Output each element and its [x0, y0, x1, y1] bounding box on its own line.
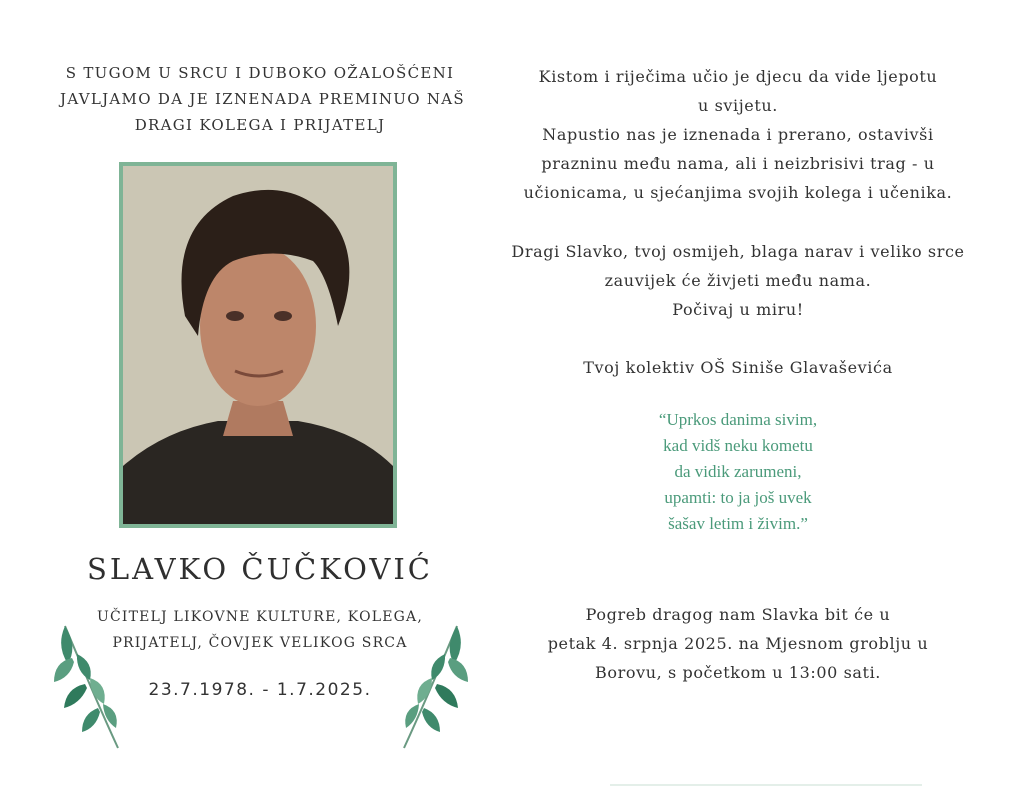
tribute-line: prazninu među nama, ali i neizbrisivi trag - u [541, 154, 935, 173]
poem-line: da vidik zarumeni, [674, 462, 802, 481]
funeral-line: Pogreb dragog nam Slavka bit će u [585, 605, 891, 624]
role-line-2: PRIJATELJ, ČOVJEK VELIKOG SRCA [112, 635, 408, 651]
tribute-paragraph-2 [478, 237, 998, 324]
intro-line-3: DRAGI KOLEGA I PRIJATELJ [134, 116, 386, 134]
poem-quote [478, 407, 998, 537]
funeral-line: petak 4. srpnja 2025. na Mjesnom groblju u [547, 634, 929, 653]
deceased-name: SLAVKO ČUČKOVIĆ [86, 552, 433, 586]
life-dates: 23.7.1978. - 1.7.2025. [148, 680, 372, 700]
portrait-photo [119, 162, 397, 528]
tribute-line: zauvijek će živjeti među nama. [604, 271, 872, 290]
intro-line-2: JAVLJAMO DA JE IZNENADA PREMINUO NAŠ [60, 90, 466, 108]
funeral-line: Borovu, s početkom u 13:00 sati. [595, 663, 881, 682]
tribute-line: učionicama, u sjećanjima svojih kolega i učenika. [523, 183, 953, 202]
portrait-illustration [123, 166, 393, 524]
tribute-line: Kistom i riječima učio je djecu da vide ljepotu [538, 67, 938, 86]
tribute-line: Napustio nas je iznenada i prerano, ostavivši [542, 125, 934, 144]
role-line-1: UČITELJ LIKOVNE KULTURE, KOLEGA, [96, 609, 424, 625]
leaf-branch-left-icon [50, 618, 130, 752]
bottom-divider [610, 784, 922, 786]
collective-signature: Tvoj kolektiv OŠ Siniše Glavaševića [583, 358, 893, 377]
tribute-line: Počivaj u miru! [672, 300, 804, 319]
tribute-line: Dragi Slavko, tvoj osmijeh, blaga narav i veliko srce [511, 242, 965, 261]
leaf-branch-right-icon [392, 618, 472, 752]
tribute-line: u svijetu. [697, 96, 778, 115]
funeral-info [478, 600, 998, 687]
poem-line: “Uprkos danima sivim, [658, 410, 818, 429]
poem-line: upamti: to ja još uvek [664, 488, 812, 507]
tribute-paragraph-1 [478, 62, 998, 207]
announcement-intro [60, 60, 466, 138]
poem-line: kad vidš neku kometu [663, 436, 813, 455]
intro-line-1: S TUGOM U SRCU I DUBOKO OŽALOŠĆENI [65, 64, 455, 82]
poem-line: šašav letim i živim.” [668, 514, 808, 533]
